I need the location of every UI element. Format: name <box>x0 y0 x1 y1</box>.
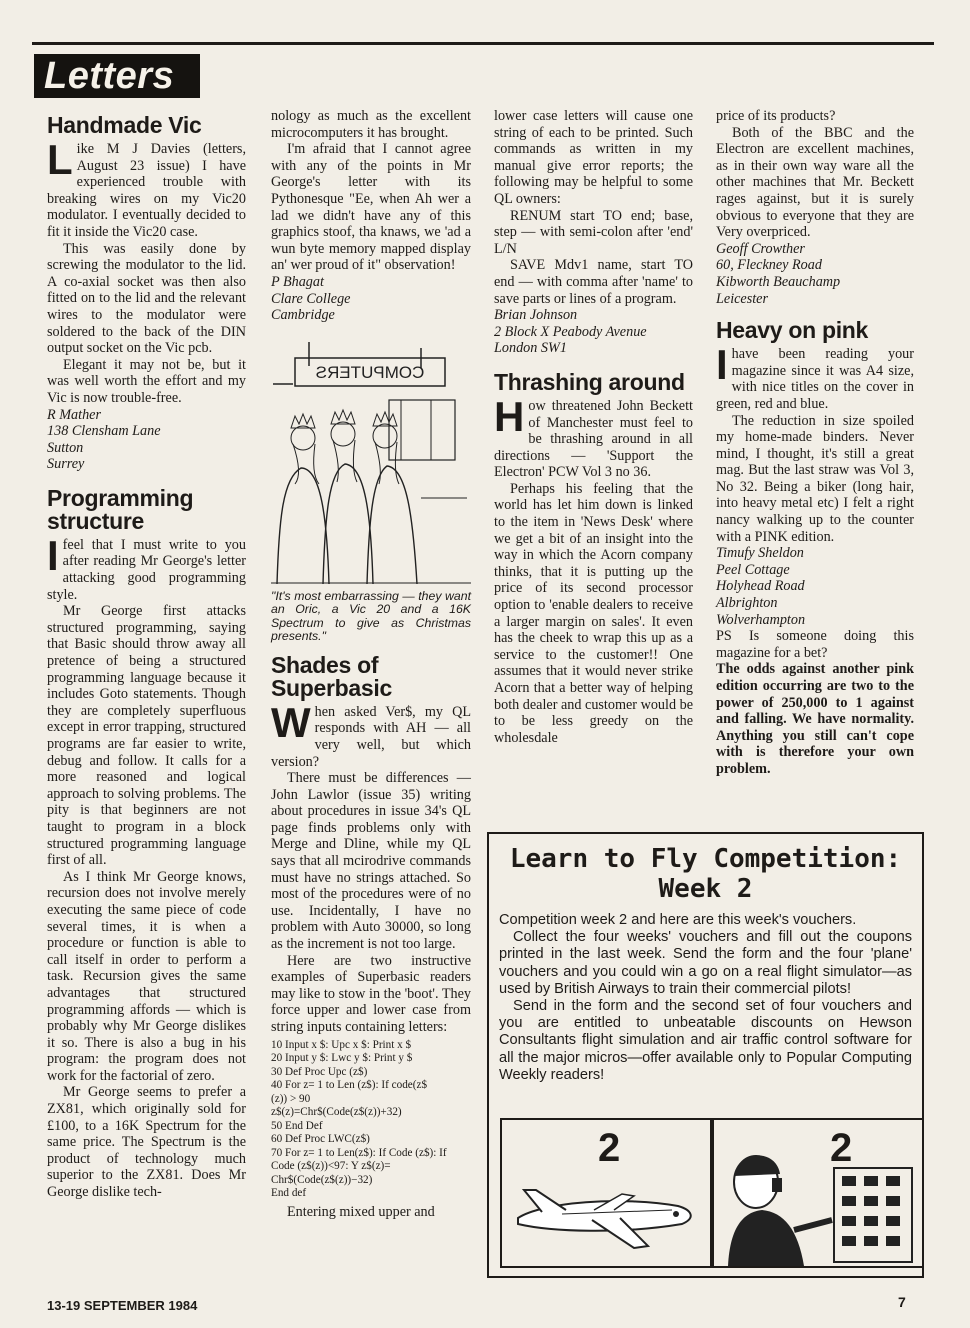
letter-paragraph: Mr George first attacks structured programming, saying that Basic should throw away all pretence of being a structured programming language because it includes Goto statements. Though they are completely superfluous except in error trapping, structured programs are far easier to write, debug and follow. It calls for a more reasoned and logical approach to solving problems. The pity is that beginners are not taught to program in a block structured programming language first of all. <box>47 603 246 869</box>
letter-paragraph: feel that I must write to you after reading Mr George's letter attacking good programming style. <box>47 536 246 603</box>
code-line: (z)) > 90 <box>271 1092 311 1105</box>
letter-paragraph: ike M J Davies (letters, August 23 issue) I have experienced trouble with breaking wires on my Vic20 modulator. I eventually decided to fit it inside the Vic20 case. <box>47 141 246 240</box>
signature-name: Timufy Sheldon <box>716 545 804 562</box>
cartoon-three-kings-illustration <box>271 338 471 584</box>
letter-paragraph: have been reading your magazine since it was A4 size, with nice titles on the cover in green, red and blue. <box>716 346 914 412</box>
letter-paragraph: Both of the BBC and the Electron are excellent machines, as in their own way ware all the other machines that Mr. Beckett rages against, but it is surely obvious to everyone that they are Very overpriced. <box>716 124 914 241</box>
competition-paragraph: Send in the form and the second set of four vouchers and you are entitled to unbeatable discounts on Hewson Consultants flight simulation and air traffic control software for all the major micros—offer available only to Popular Computing Weekly readers! <box>499 998 912 1083</box>
code-line: 30 Def Proc Upc (z$) <box>271 1065 368 1078</box>
code-line: 50 End Def <box>271 1119 323 1132</box>
column-2 <box>271 108 471 1220</box>
code-line: 70 For z= 1 to Len(z$): If Code (z$): If <box>271 1146 447 1159</box>
drop-cap: H <box>494 392 525 440</box>
cartoon-caption: "It's most embarrassing — they want an Oric, a Vic 20 and a 16K Spectrum to give as Christmas presents." <box>271 588 471 644</box>
cartoon-sign-text: COMPUTERS <box>315 362 425 382</box>
letter-heading-programming-structure: Programming structure <box>47 484 194 534</box>
code-line: 10 Input x $: Upc x $: Print x $ <box>271 1038 412 1051</box>
letter-paragraph: Entering mixed upper and <box>287 1203 435 1220</box>
signature-address: Cambridge <box>271 307 335 324</box>
letter-paragraph: Here are two instructive examples of Superbasic readers may like to stow in the 'boot'. They force upper and lower case from string inputs containing letters: <box>271 952 471 1035</box>
signature-address: Albrighton <box>716 595 778 612</box>
competition-week: Week 2 <box>658 874 753 904</box>
voucher-number: 2 <box>830 1126 853 1170</box>
code-line: Code (z$(z))<97: Y z$(z)= <box>271 1160 391 1173</box>
signature-address: 60, Fleckney Road <box>716 257 822 274</box>
code-line: 20 Input y $: Lwc y $: Print y $ <box>271 1052 413 1065</box>
signature-name: Brian Johnson <box>494 307 578 324</box>
letter-paragraph: Mr George seems to prefer a ZX81, which originally sold for £100, to a 16K Spectrum for the same price. The Spectrum is the product of technology much superior to the ZX81. Does Mr George dislike tech- <box>47 1084 246 1201</box>
letter-paragraph: There must be differences — John Lawlor (issue 35) writing about procedures in issue 34's QL page finds problems only with Merge and Dline, while my QL says that all mcirodrive commands must have no strings attached. So most of the procedures were of no use. Incidentally, I have no problem with Auto 30000, so long as the increment is not too large. <box>271 770 471 953</box>
code-line: z$(z)=Chr$(Code(z$(z))+32) <box>271 1106 402 1119</box>
code-listing <box>271 1039 471 1201</box>
letter-heading-shades-of-superbasic: Shades of Superbasic <box>271 651 392 701</box>
postscript: PS Is someone doing this magazine for a bet? <box>716 628 914 661</box>
code-line: 40 For z= 1 to Len (z$): If code(z$ <box>271 1079 428 1092</box>
letter-paragraph: Perhaps his feeling that the world has let him down is linked to the item in 'News Desk' where we get a bit of an insight into the way in which the Acorn company thinks, that it is putting up the price of its second processor option to 'enable dealers to receive a larger margin on sales'. It even has the cheek to wrap this up as a service to the customer!! One assumes that it would never strike Acorn that a better way of helping both dealer and customer would be to be less greedy on the wholesdale <box>494 480 693 746</box>
signature-address: 2 Block X Peabody Avenue <box>494 323 647 340</box>
column-3 <box>494 108 693 746</box>
drop-cap: L <box>47 136 73 183</box>
signature-address: Kibworth Beauchamp <box>716 273 841 290</box>
letter-paragraph: lower case letters will cause one string of each to be printed. Such commands as written in my manual give error reports; the following may be helpful to some QL owners: <box>494 108 693 207</box>
signature-address: Leicester <box>716 290 769 307</box>
competition-title: Learn to Fly Competition: <box>509 844 902 874</box>
section-masthead: Letters <box>34 54 200 98</box>
signature-address: Peel Cottage <box>716 561 790 578</box>
drop-cap: I <box>47 531 59 579</box>
letter-paragraph: nology as much as the excellent microcomputers it has brought. <box>271 108 471 141</box>
letter-heading-heavy-on-pink: Heavy on pink <box>716 317 869 344</box>
signature-address: Surrey <box>47 456 85 473</box>
issue-date: 13-19 SEPTEMBER 1984 <box>47 1298 198 1313</box>
code-line: End def <box>271 1187 307 1200</box>
drop-cap: I <box>716 341 728 389</box>
letter-paragraph: ow threatened John Beckett of Manchester must feel to be thrashing around in all directions — 'Support the Electron' PCW Vol 3 no 36. <box>494 397 693 481</box>
voucher-cockpit <box>712 1118 924 1268</box>
letter-paragraph: The reduction in size spoiled my home-made binders. Never mind, I thought, it's still a great mag. But the last straw was Vol 3, No 32. Being a biker (long hair, into heavy metal etc) I felt a right nancy walking up to the counter with a PINK edition. <box>716 412 914 545</box>
competition-paragraph: Competition week 2 and here are this week's vouchers. <box>499 912 857 928</box>
signature-name: R Mather <box>47 406 101 423</box>
signature-address: Clare College <box>271 290 351 307</box>
pilot-at-controls-illustration <box>714 1120 922 1266</box>
letter-paragraph: Elegant it may not be, but it was well worth the effort and my Vic is now trouble-free. <box>47 356 246 406</box>
editor-reply: The odds against another pink edition occurring are two to the power of 250,000 to 1 against and falling. We have normality. Anything you still can't cope with is therefore your own problem. <box>716 661 914 777</box>
signature-name: P Bhagat <box>271 273 324 290</box>
column-1 <box>47 108 246 1201</box>
letter-paragraph: price of its products? <box>716 108 836 124</box>
signature-address: Wolverhampton <box>716 611 806 628</box>
voucher-plane <box>500 1118 712 1268</box>
letter-paragraph: SAVE Mdv1 name, start TO end — with comma after 'name' to save parts or lines of a program. <box>494 257 693 307</box>
letter-paragraph: RENUM start TO end; base, step — with semi-colon after 'end' L/N <box>494 207 693 257</box>
code-line: 60 Def Proc LWC(z$) <box>271 1133 370 1146</box>
signature-address: Holyhead Road <box>716 578 805 595</box>
page-number: 7 <box>898 1294 906 1310</box>
letter-heading-handmade-vic: Handmade Vic <box>47 112 202 138</box>
signature-address: Sutton <box>47 439 84 456</box>
top-rule <box>32 42 934 45</box>
letter-paragraph: As I think Mr George knows, recursion does not involve merely executing the same piece of code several times, it is when a procedure or function is able to call itself in order to perform a task. Recursion gives the same advantages that structured programming affords — which is probably why Mr George dislikes it so. There is also a bug in his program: the program does not work for the factorial of zero. <box>47 868 246 1084</box>
letter-heading-thrashing-around: Thrashing around <box>494 368 685 395</box>
column-4 <box>716 108 914 778</box>
competition-paragraph: Collect the four weeks' vouchers and fill out the coupons printed in the last week. Send the form and the four 'plane' vouchers and you could win a go on a real flight simulator—as used by British Airways to train their commercial pilots! <box>499 929 912 997</box>
signature-address: London SW1 <box>494 340 567 357</box>
code-line: Chr$(Code(z$(z))−32) <box>271 1173 373 1186</box>
signature-address: 138 Clensham Lane <box>47 423 161 440</box>
letter-paragraph: hen asked Ver$, my QL responds with AH — all very well, but which version? <box>271 703 471 770</box>
letter-paragraph: This was easily done by screwing the modulator to the lid. A co-axial socket was then also fitted on to the lid and the relevant wires to the modulator were soldered to the back of the DIN output socket on the Vic pcb. <box>47 240 246 357</box>
competition-body <box>499 912 912 1084</box>
voucher-number: 2 <box>598 1126 621 1170</box>
signature-name: Geoff Crowther <box>716 240 805 257</box>
drop-cap: W <box>271 698 311 746</box>
letter-paragraph: I'm afraid that I cannot agree with any of the points in Mr George's letter with its Pythonesque "Ee, when Ah wer a lad we didn't have any of this graphics stoof, tha knaws, we 'ad a wun byte memory mapped display an' wer proud of it" observation! <box>271 141 471 274</box>
